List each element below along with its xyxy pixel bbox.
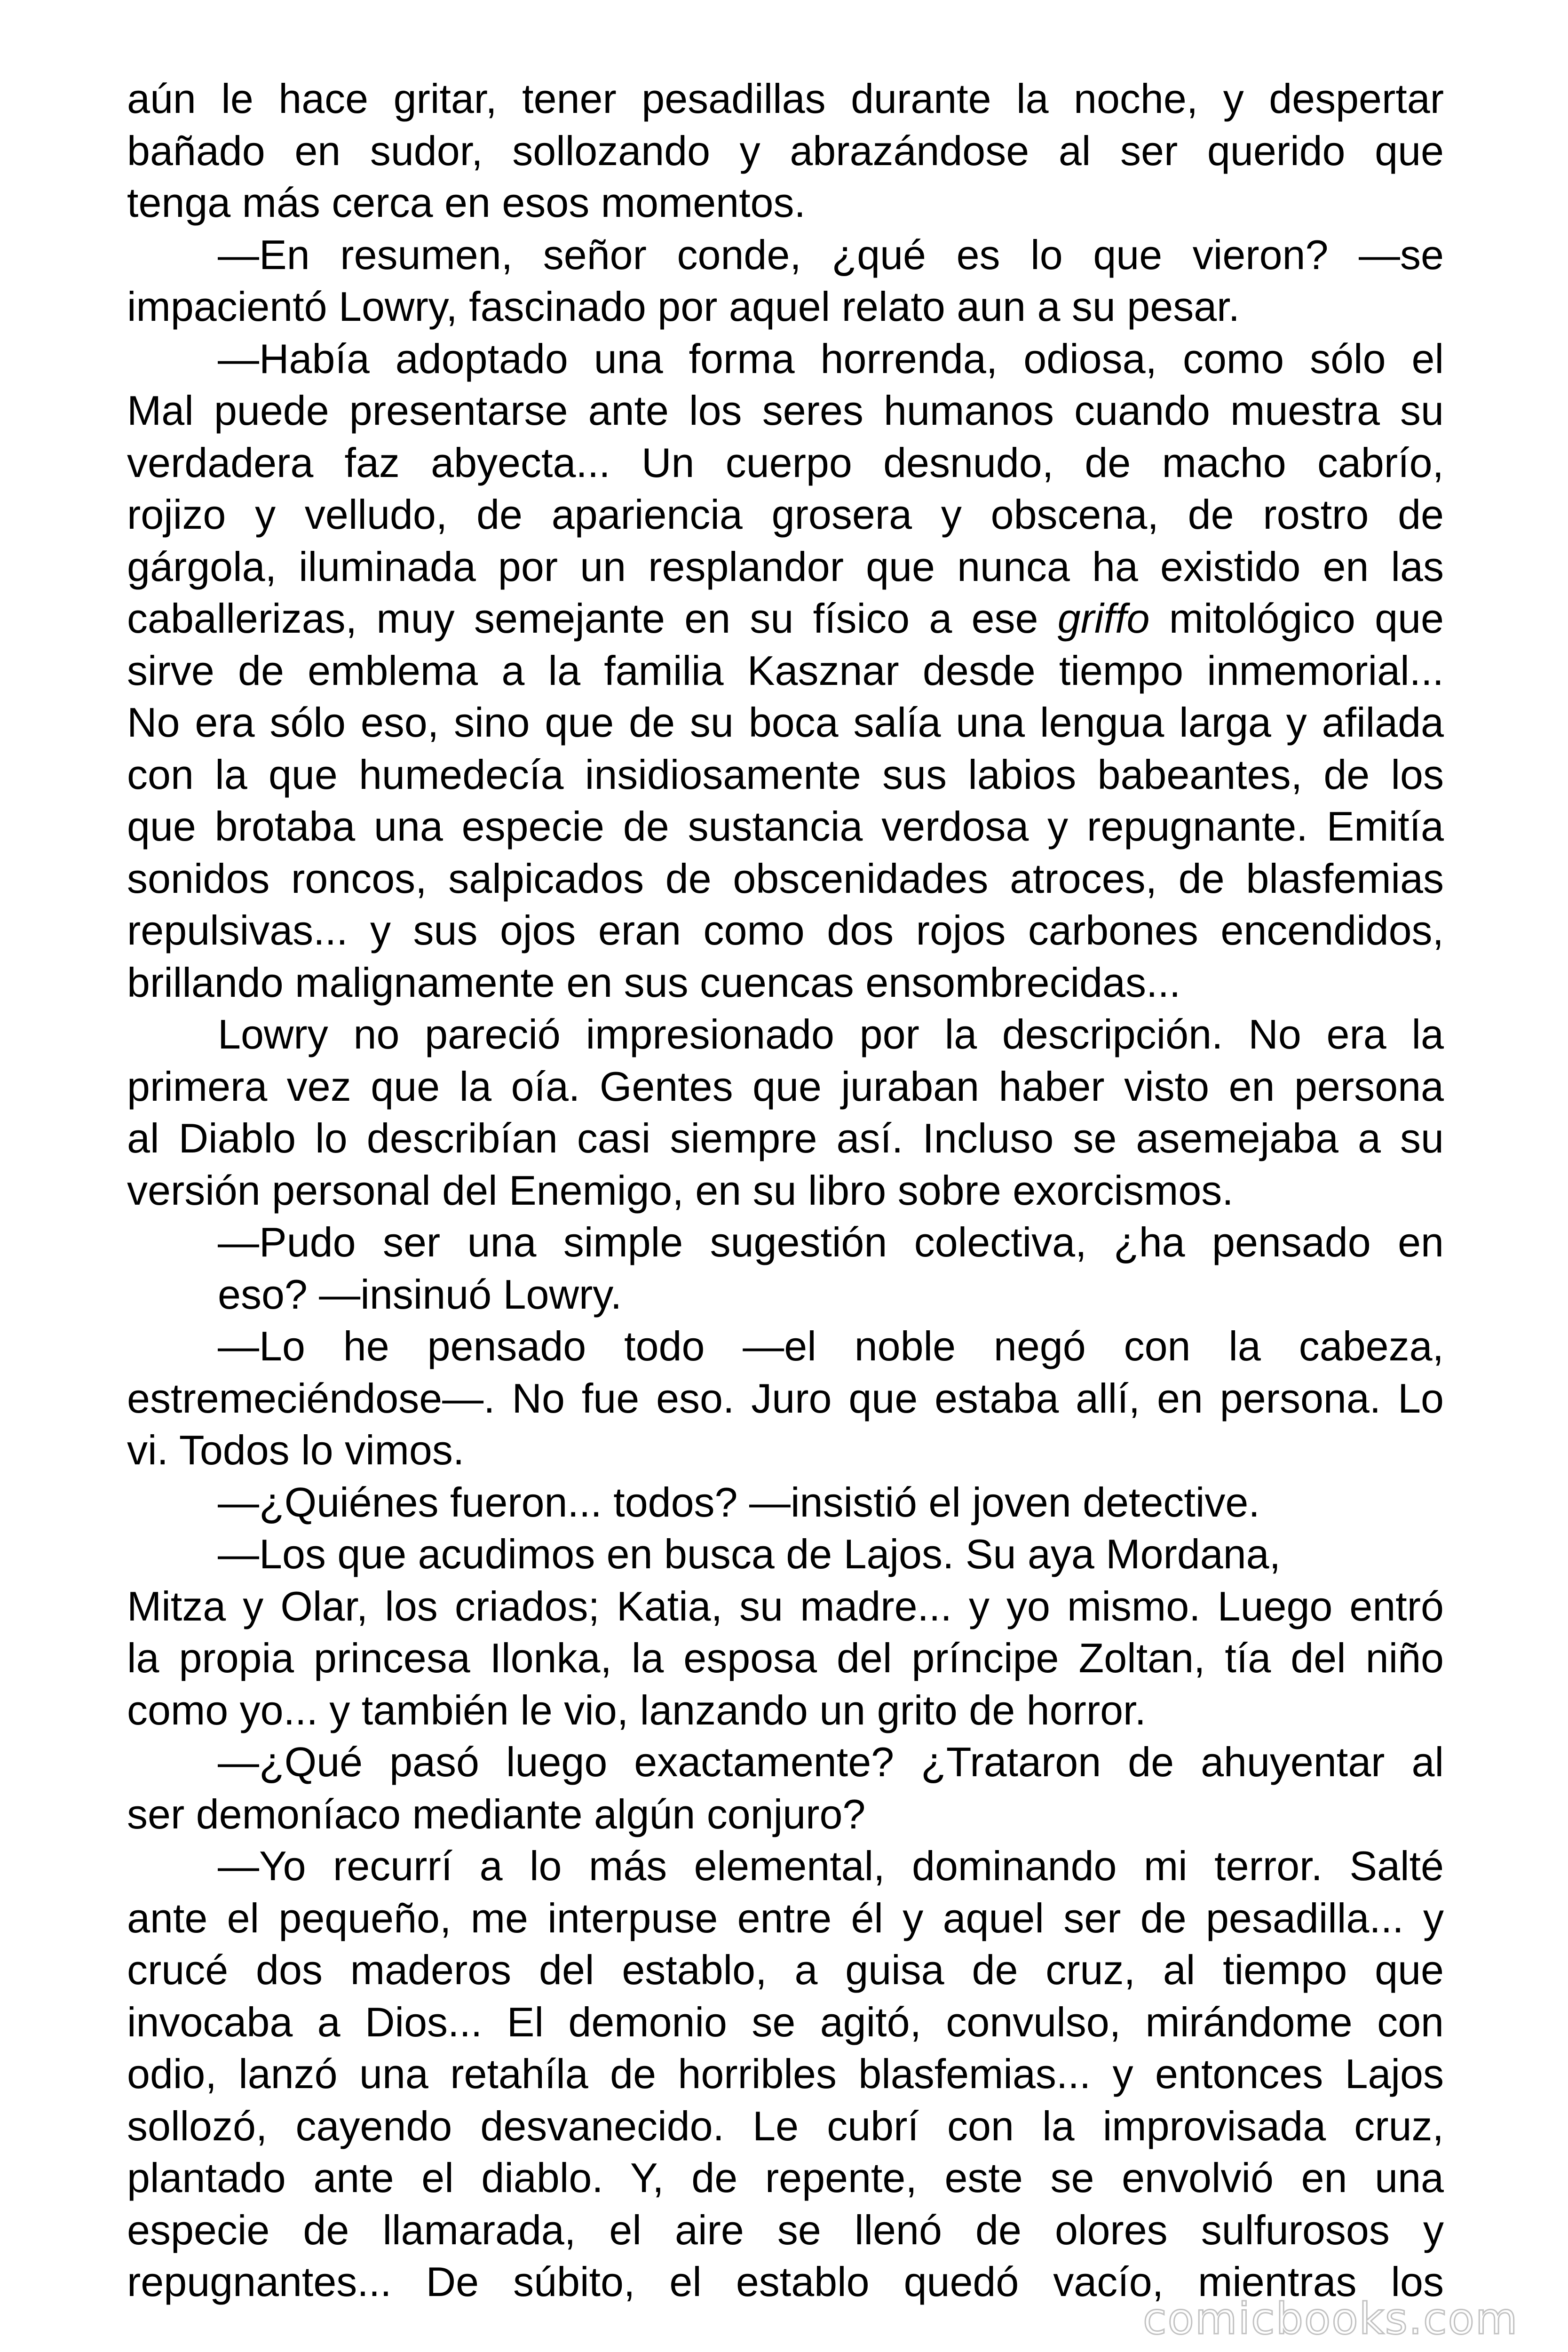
text-line xyxy=(127,1009,1444,1061)
text-segment: —Lo he pensado todo —el noble negó con la cabeza, xyxy=(218,1323,1444,1369)
text-line xyxy=(127,697,1444,749)
body-text xyxy=(127,73,1444,2308)
text-segment: brillando malignamente en sus cuencas ensombrecidas... xyxy=(127,959,1181,1006)
text-segment: rojizo y velludo, de apariencia grosera y obscena, de rostro de xyxy=(127,491,1444,538)
text-line xyxy=(127,801,1444,853)
text-line xyxy=(127,905,1444,957)
text-line xyxy=(127,281,1444,333)
text-segment: la propia princesa Ilonka, la esposa del príncipe Zoltan, tía del niño xyxy=(127,1635,1444,1681)
text-segment: Mal puede presentarse ante los seres humanos cuando muestra su xyxy=(127,387,1444,434)
text-segment: sonidos roncos, salpicados de obscenidades atroces, de blasfemias xyxy=(127,855,1444,902)
text-segment: eso? —insinuó Lowry. xyxy=(218,1271,622,1318)
text-line xyxy=(127,749,1444,801)
text-segment: odio, lanzó una retahíla de horribles blasfemias... y entonces Lajos xyxy=(127,2050,1444,2097)
text-line xyxy=(127,2204,1444,2257)
text-segment: especie de llamarada, el aire se llenó de olores sulfurosos y xyxy=(127,2206,1444,2253)
text-line xyxy=(127,1685,1444,1737)
text-line xyxy=(127,1424,1444,1477)
text-segment: versión personal del Enemigo, en su libro sobre exorcismos. xyxy=(127,1167,1234,1214)
text-segment: —¿Qué pasó luego exactamente? ¿Trataron de ahuyentar al xyxy=(218,1739,1444,1785)
text-line xyxy=(127,1840,1444,1892)
text-segment: repugnantes... De súbito, el establo quedó vacío, mientras los xyxy=(127,2258,1444,2305)
text-segment: sollozó, cayendo desvanecido. Le cubrí con la improvisada cruz, xyxy=(127,2102,1444,2149)
text-segment: con la que humedecía insidiosamente sus labios babeantes, de los xyxy=(127,751,1444,798)
text-line xyxy=(127,1216,1444,1269)
text-segment: invocaba a Dios... El demonio se agitó, convulso, mirándome con xyxy=(127,1998,1444,2045)
text-line xyxy=(127,1996,1444,2049)
text-segment: al Diablo lo describían casi siempre así. Incluso se asemejaba a su xyxy=(127,1115,1444,1161)
text-segment: sirve de emblema a la familia Kasznar desde tiempo inmemorial... xyxy=(127,647,1444,694)
text-line xyxy=(127,1477,1444,1529)
text-line xyxy=(127,1373,1444,1425)
watermark: comicbooks.com xyxy=(1143,2294,1519,2344)
text-line xyxy=(127,2100,1444,2153)
text-line xyxy=(127,1788,1444,1841)
text-segment: verdadera faz abyecta... Un cuerpo desnudo, de macho cabrío, xyxy=(127,439,1444,486)
text-line xyxy=(127,1269,1444,1321)
text-line xyxy=(127,229,1444,281)
text-line xyxy=(127,2152,1444,2204)
text-line xyxy=(127,1944,1444,1996)
text-line xyxy=(127,125,1444,177)
text-line xyxy=(127,1581,1444,1633)
text-line xyxy=(127,957,1444,1009)
text-line xyxy=(127,1632,1444,1685)
text-segment: gárgola, iluminada por un resplandor que nunca ha existido en las xyxy=(127,543,1444,590)
text-line xyxy=(127,1320,1444,1373)
text-segment: repulsivas... y sus ojos eran como dos rojos carbones encendidos, xyxy=(127,907,1444,954)
text-line xyxy=(127,1165,1444,1217)
text-line xyxy=(127,593,1444,645)
text-segment: caballerizas, muy semejante en su físico a ese xyxy=(127,595,1058,642)
text-segment: primera vez que la oía. Gentes que juraban haber visto en persona xyxy=(127,1063,1444,1110)
text-line xyxy=(127,1528,1444,1581)
text-segment: ser demoníaco mediante algún conjuro? xyxy=(127,1790,866,1837)
text-segment: —Pudo ser una simple sugestión colectiva, ¿ha pensado en xyxy=(218,1219,1444,1265)
text-segment: ante el pequeño, me interpuse entre él y aquel ser de pesadilla... y xyxy=(127,1894,1444,1941)
text-segment: Mitza y Olar, los criados; Katia, su madre... y yo mismo. Luego entró xyxy=(127,1582,1444,1629)
text-segment: —Había adoptado una forma horrenda, odiosa, como sólo el xyxy=(218,335,1444,382)
text-segment: —¿Quiénes fueron... todos? —insistió el joven detective. xyxy=(218,1478,1260,1526)
text-line xyxy=(127,645,1444,697)
text-segment: tenga más cerca en esos momentos. xyxy=(127,179,806,226)
text-segment: crucé dos maderos del establo, a guisa de cruz, al tiempo que xyxy=(127,1947,1444,1993)
text-segment: No era sólo eso, sino que de su boca salía una lengua larga y afilada xyxy=(127,699,1444,746)
text-line xyxy=(127,541,1444,593)
text-segment: mitológico que xyxy=(1149,595,1444,642)
text-line xyxy=(127,177,1444,229)
text-segment: bañado en sudor, sollozando y abrazándose al ser querido que xyxy=(127,127,1444,174)
text-segment: vi. Todos lo vimos. xyxy=(127,1427,465,1473)
text-segment: —Yo recurrí a lo más elemental, dominando mi terror. Salté xyxy=(218,1843,1444,1889)
text-line xyxy=(127,853,1444,905)
text-line xyxy=(127,489,1444,541)
text-line xyxy=(127,385,1444,437)
text-segment: plantado ante el diablo. Y, de repente, este se envolvió en una xyxy=(127,2154,1444,2201)
text-segment: como yo... y también le vio, lanzando un grito de horror. xyxy=(127,1686,1146,1733)
text-line xyxy=(127,1061,1444,1113)
text-line xyxy=(127,333,1444,385)
text-line xyxy=(127,1736,1444,1788)
text-segment: que brotaba una especie de sustancia verdosa y repugnante. Emitía xyxy=(127,803,1444,850)
text-line xyxy=(127,2048,1444,2100)
text-segment: impacientó Lowry, fascinado por aquel relato aun a su pesar. xyxy=(127,283,1240,330)
text-line xyxy=(127,437,1444,489)
text-segment: —Los que acudimos en busca de Lajos. Su aya Mordana, xyxy=(218,1531,1281,1577)
text-line xyxy=(127,1112,1444,1165)
text-segment: aún le hace gritar, tener pesadillas durante la noche, y despertar xyxy=(127,75,1444,122)
text-line xyxy=(127,73,1444,125)
italic-text: griffo xyxy=(1057,595,1150,642)
text-segment: Lowry no pareció impresionado por la descripción. No era la xyxy=(218,1011,1444,1057)
text-segment: estremeciéndose—. No fue eso. Juro que estaba allí, en persona. Lo xyxy=(127,1375,1444,1422)
text-line xyxy=(127,1892,1444,1945)
text-segment: —En resumen, señor conde, ¿qué es lo que vieron? —se xyxy=(218,231,1444,278)
